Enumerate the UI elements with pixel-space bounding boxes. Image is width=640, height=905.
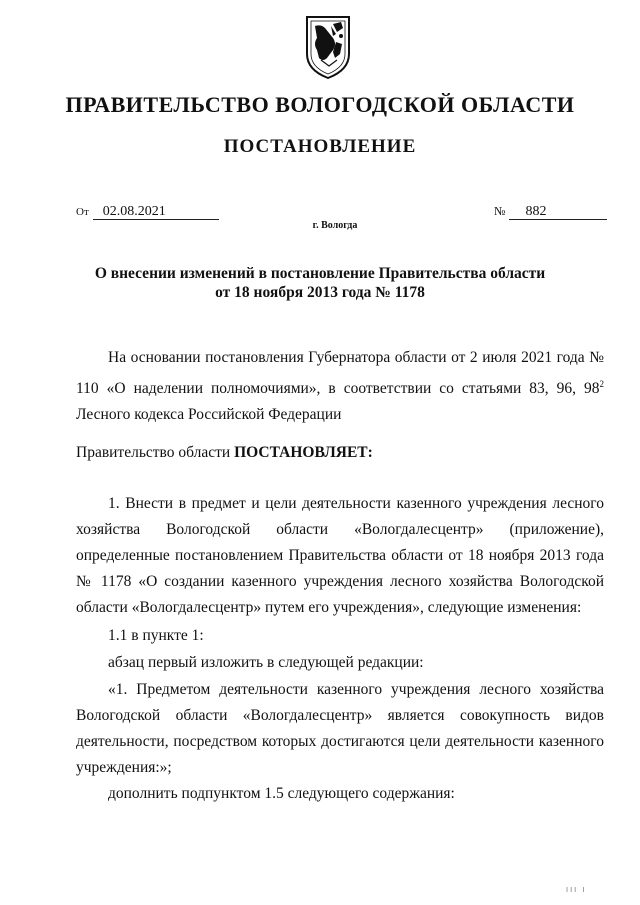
basis-text: На основании постановления Губернатора области от 2 июля 2021 года № 110 «О наделении полномочиями», в соответствии со статьями 83, 96, 98 (76, 349, 604, 398)
city-label: г. Вологда (312, 220, 358, 231)
subject-line-2: от 18 ноября 2013 года № 1178 (215, 284, 425, 301)
item-1-paragraph: 1. Внести в предмет и цели деятельности казенного учреждения лесного хозяйства Вологодской области «Вологдалесцентр» (приложение), определенные постановлением Правительства области от 18 ноября 2013 года № 1178 «О создании казенного учреждения лесного хозяйства Вологодской области «Вологдалесцентр» путем его учреждения», следующие изменения: (76, 495, 604, 616)
organization-title: ПРАВИТЕЛЬСТВО ВОЛОГОДСКОЙ ОБЛАСТИ (65, 92, 575, 117)
item-1-1: 1.1 в пункте 1: (108, 627, 204, 644)
abzac-line: абзац первый изложить в следующей редакции: (108, 654, 424, 671)
number-value: 882 (509, 204, 607, 220)
footer-mark: III I (566, 886, 587, 894)
subject-line-1: О внесении изменений в постановление Правительства области (94, 265, 546, 282)
supplement-line: дополнить подпунктом 1.5 следующего содержания: (108, 785, 455, 802)
decree-word: ПОСТАНОВЛЯЕТ: (234, 444, 373, 461)
document-subject (0, 264, 640, 302)
number-label: № (494, 204, 506, 218)
decree-line (76, 440, 373, 466)
document-type-title: ПОСТАНОВЛЕНИЕ (223, 136, 417, 157)
date-value: 02.08.2021 (93, 204, 219, 220)
date-label: От (76, 206, 89, 218)
date-field (76, 203, 219, 220)
quote-paragraph: «1. Предметом деятельности казенного учреждения лесного хозяйства Вологодской области «Вологдалесцентр» является совокупность видов деятельности, посредством которых достигаются цели деятельности казенного учреждения:»; (76, 681, 604, 776)
decree-prefix: Правительство области (76, 444, 235, 461)
vologda-coat-of-arms-icon (303, 14, 353, 80)
number-field (494, 203, 607, 220)
basis-paragraph (76, 345, 604, 428)
basis-superscript: 2 (599, 379, 604, 389)
basis-text-end: Лесного кодекса Российской Федерации (76, 406, 342, 424)
